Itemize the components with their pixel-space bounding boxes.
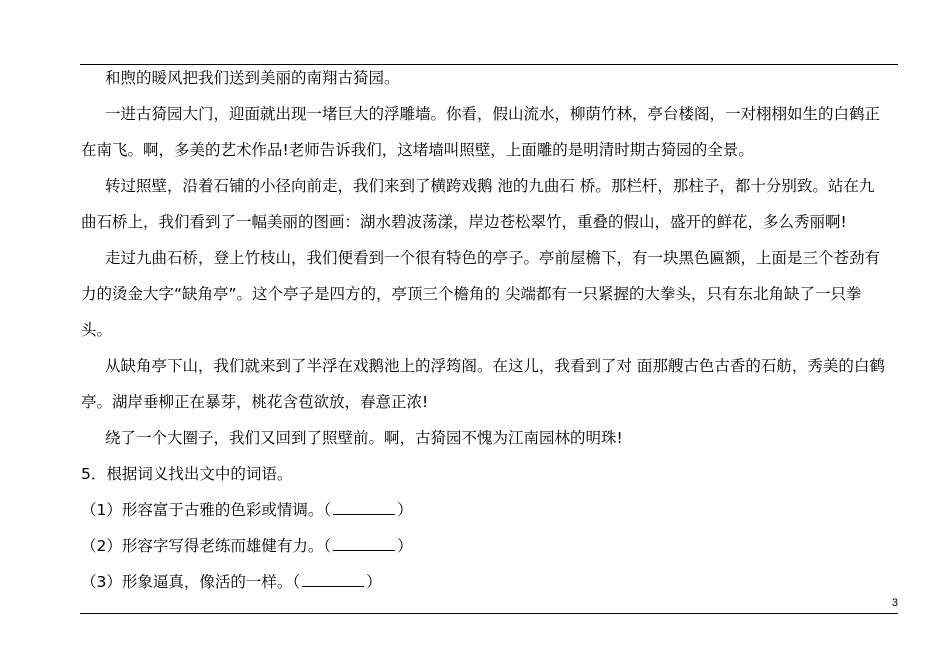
- paragraph-line: 曲石桥上，我们看到了一幅美丽的图画：湖水碧波荡漾，岸边苍松翠竹，重叠的假山，盛开的鲜花，多么秀丽啊!: [81, 213, 847, 231]
- question-title: 5．根据词义找出文中的词语。: [81, 465, 293, 483]
- question-text: （1）形容富于古雅的色彩或情调。（: [81, 501, 332, 519]
- paragraph-line: 转过照壁，沿着石铺的小径向前走，我们来到了横跨戏鹅 池的九曲石 桥。那栏杆，那柱子，都十分别致。站在九: [105, 177, 875, 195]
- question-close: ）: [397, 501, 413, 519]
- answer-blank[interactable]: [302, 572, 364, 587]
- paragraph-line: 从缺角亭下山，我们就来到了半浮在戏鹅池上的浮筠阁。在这儿，我看到了对 面那艘古色古香的石舫，秀美的白鹤: [105, 357, 885, 375]
- answer-blank[interactable]: [333, 536, 395, 551]
- paragraph-line: 头。: [81, 321, 113, 339]
- question-text: （3）形象逼真，像活的一样。（: [81, 573, 301, 591]
- paragraph-line: 力的烫金大字“缺角亭”。这个亭子是四方的，亭顶三个檐角的 尖端都有一只紧握的大拳头，只有东北角缺了一只拳: [81, 285, 862, 303]
- question-item: [81, 532, 899, 568]
- paragraph-line: 亭。湖岸垂柳正在暴芽，桃花含苞欲放，春意正浓!: [81, 393, 429, 411]
- answer-blank[interactable]: [333, 500, 395, 515]
- question-item: [81, 568, 899, 604]
- page-number: 3: [891, 597, 898, 609]
- paragraph-line: 走过九曲石桥，登上竹枝山，我们便看到一个很有特色的亭子。亭前屋檐下，有一块黑色匾额，上面是三个苍劲有: [105, 249, 881, 267]
- footer-rule: [80, 613, 898, 614]
- question-text: （2）形容字写得老练而雄健有力。（: [81, 537, 332, 555]
- question-close: ）: [366, 573, 382, 591]
- paragraph-line: 绕了一个大圈子，我们又回到了照壁前。啊，古猗园不愧为江南园林的明珠!: [105, 429, 623, 447]
- paragraph-line: 在南飞。啊，多美的艺术作品!老师告诉我们，这堵墙叫照壁，上面雕的是明清时期古猗园的全景。: [81, 141, 754, 159]
- question-item: [81, 496, 899, 532]
- document-body: [81, 64, 899, 604]
- paragraph-line: 一进古猗园大门，迎面就出现一堵巨大的浮雕墙。你看，假山流水，柳荫竹林，亭台楼阁，一对栩栩如生的白鹤正: [105, 105, 881, 123]
- paragraph-line: 和煦的暖风把我们送到美丽的南翔古猗园。: [105, 69, 400, 87]
- question-close: ）: [397, 537, 413, 555]
